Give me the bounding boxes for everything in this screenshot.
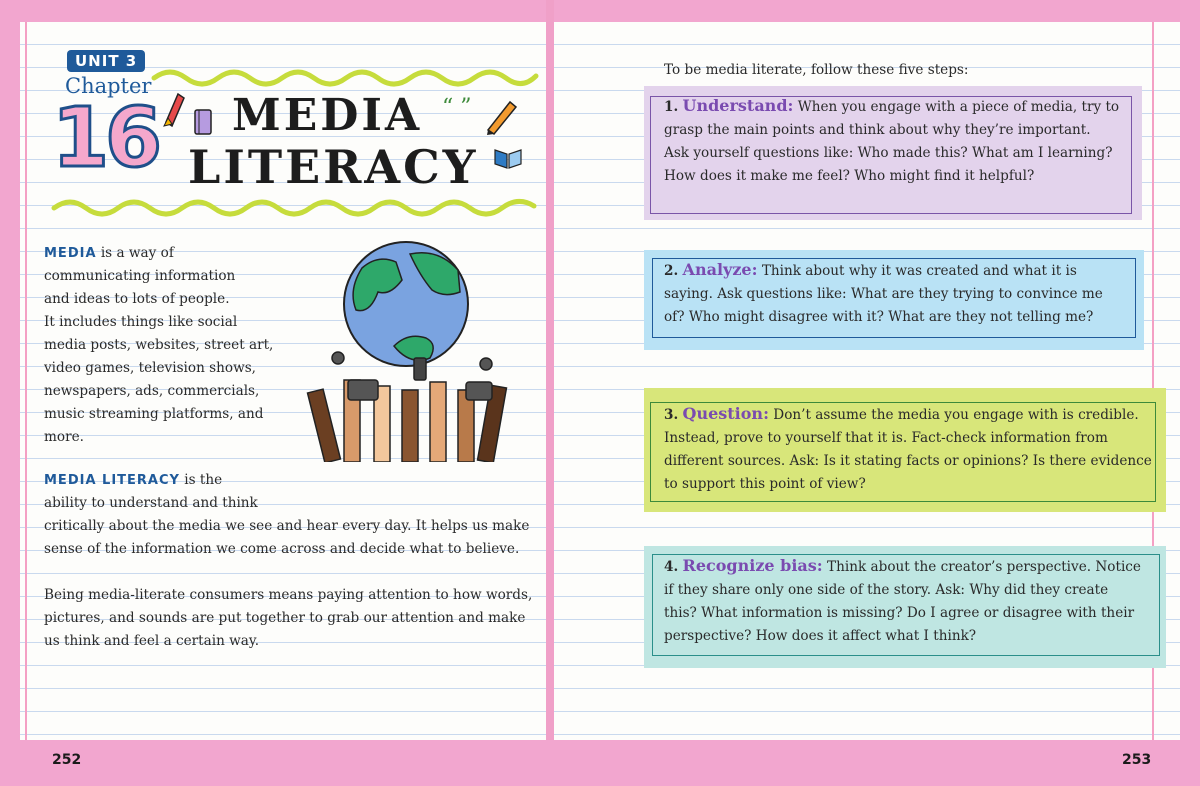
step-1-number: 1. [664,99,679,115]
step-1-line-1: When you engage with a piece of media, try to [793,99,1120,115]
step-2-line-1: Think about why it was created and what it is [757,263,1077,279]
left-margin-line [25,22,27,740]
media-definition [44,242,304,449]
step-4-line-1: Think about the creator’s perspective. Notice [822,559,1141,575]
step-question [644,388,1166,512]
globe-hands-illustration [298,240,524,462]
media-keyword: MEDIA [44,246,97,261]
step-3-line-3: different sources. Ask: Is it stating facts or opinions? Is there evidence [664,453,1152,469]
step-2-line-2: saying. Ask questions like: What are they trying to convince me [664,286,1103,302]
step-4-line-4: perspective? How does it affect what I think? [664,628,977,644]
media-line-5: media posts, websites, street art, [44,337,274,353]
step-3-heading: Question: [682,404,769,423]
chapter-number: 16 [52,91,159,186]
step-2-heading: Analyze: [682,260,758,279]
media-line-8: music streaming platforms, and [44,406,264,422]
steps-intro: To be media literate, follow these five steps: [664,62,969,78]
media-line-2: communicating information [44,268,236,284]
chapter-label: Chapter [65,74,152,98]
pencil-icon [484,96,520,136]
ml-line-3: critically about the media we see and hear every day. It helps us make [44,518,530,534]
step-4-heading: Recognize bias: [682,556,823,575]
media-line-3: and ideas to lots of people. [44,291,230,307]
media-literacy-keyword: MEDIA LITERACY [44,473,180,488]
top-squiggle [150,64,540,88]
rocket-icon [158,88,188,128]
unit-badge: UNIT 3 [67,50,145,72]
media-line-9: more. [44,429,84,445]
book-spine [546,0,554,786]
step-4-number: 4. [664,559,679,575]
step-1-line-2: grasp the main points and think about why they’re important. [664,122,1091,138]
step-1-text [664,94,1128,188]
step-analyze [644,250,1144,350]
step-3-line-4: to support this point of view? [664,476,866,492]
step-4-text [664,554,1152,648]
consumer-paragraph [44,584,540,653]
step-2-text [664,258,1130,329]
bottom-squiggle [50,194,540,220]
consumer-line-3: us think and feel a certain way. [44,633,260,649]
consumer-line-1: Being media-literate consumers means paying attention to how words, [44,587,533,603]
svg-text:“ ”: “ ” [442,96,472,116]
step-4-line-2: if they share only one side of the story. Ask: Why did they create [664,582,1109,598]
quote-marks-icon [440,96,474,116]
media-line-1: is a way of [96,245,174,261]
ml-line-2: ability to understand and think [44,495,258,511]
ml-line-4: sense of the information we come across and decide what to believe. [44,541,520,557]
ml-line-1: is the [179,472,223,488]
media-literacy-definition [44,469,540,561]
step-3-line-2: Instead, prove to yourself that it is. Fact-check information from [664,430,1108,446]
step-1-line-3: Ask yourself questions like: Who made this? What am I learning? [664,145,1113,161]
step-2-number: 2. [664,263,679,279]
step-3-line-1: Don’t assume the media you engage with is credible. [768,407,1139,423]
left-page-number: 252 [52,752,82,768]
open-book-icon [492,144,524,170]
media-line-4: It includes things like social [44,314,238,330]
step-2-line-3: of? Who might disagree with it? What are they not telling me? [664,309,1094,325]
title-line-2: LITERACY [188,140,479,194]
step-3-number: 3. [664,407,679,423]
step-1-heading: Understand: [682,96,794,115]
title-line-1: MEDIA [232,90,423,141]
bottom-band [0,740,1200,786]
step-understand [644,86,1142,220]
step-3-text [664,402,1152,496]
consumer-line-2: pictures, and sounds are put together to grab our attention and make [44,610,526,626]
book-icon [192,106,216,138]
media-line-7: newspapers, ads, commercials, [44,383,260,399]
right-page-number: 253 [1122,752,1152,768]
step-1-line-4: How does it make me feel? Who might find it helpful? [664,168,1035,184]
media-line-6: video games, television shows, [44,360,256,376]
step-4-line-3: this? What information is missing? Do I agree or disagree with their [664,605,1135,621]
step-recognize-bias [644,546,1166,668]
